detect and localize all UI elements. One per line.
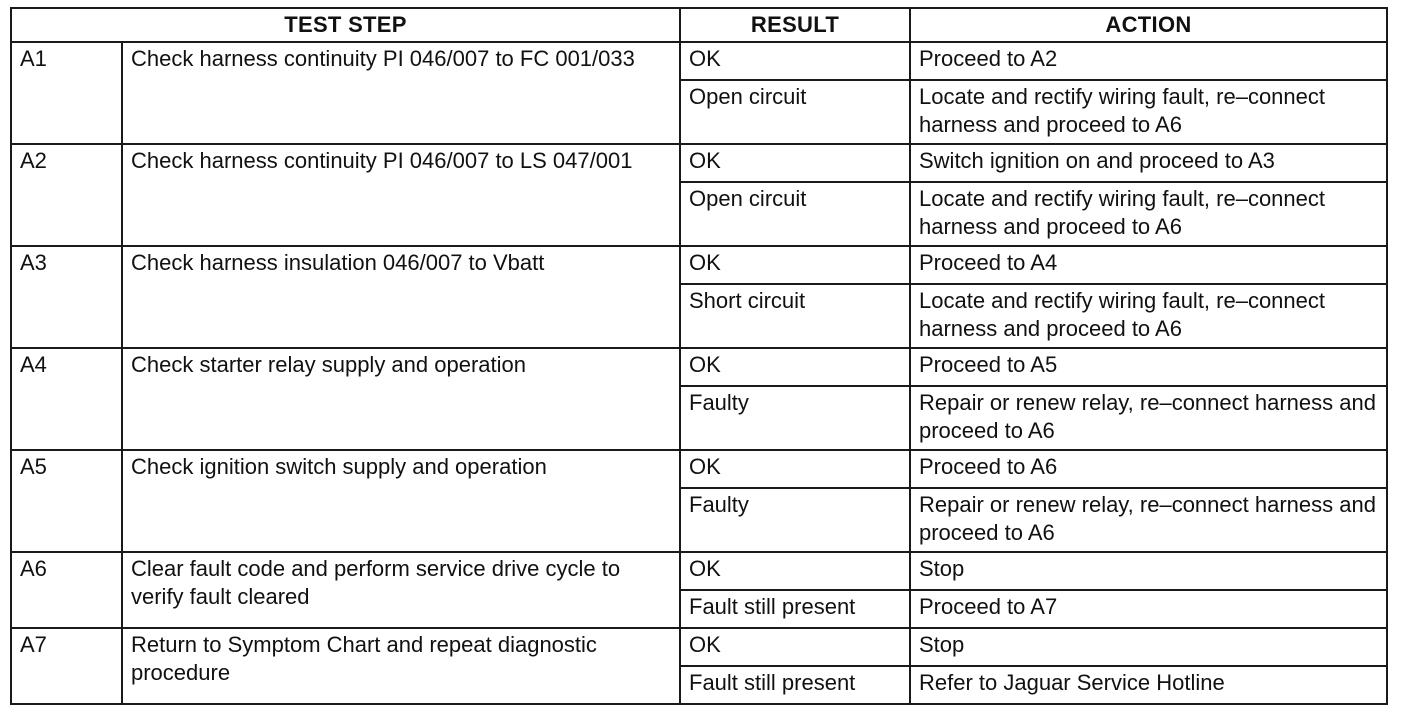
step-action: Repair or renew relay, re–connect harness and proceed to A6 — [910, 386, 1387, 450]
step-action: Locate and rectify wiring fault, re–connect harness and proceed to A6 — [910, 80, 1387, 144]
step-description: Check harness insulation 046/007 to Vbatt — [122, 246, 680, 348]
step-result: OK — [680, 348, 910, 386]
step-result: Open circuit — [680, 182, 910, 246]
step-result: OK — [680, 42, 910, 80]
step-id: A4 — [11, 348, 122, 450]
step-result: OK — [680, 144, 910, 182]
step-description: Check harness continuity PI 046/007 to LS 047/001 — [122, 144, 680, 246]
step-id: A7 — [11, 628, 122, 704]
step-description: Check ignition switch supply and operation — [122, 450, 680, 552]
step-result: Fault still present — [680, 590, 910, 628]
step-action: Proceed to A2 — [910, 42, 1387, 80]
header-action: ACTION — [910, 8, 1387, 42]
step-id: A6 — [11, 552, 122, 628]
step-result: Fault still present — [680, 666, 910, 704]
step-result: Faulty — [680, 488, 910, 552]
step-description: Check harness continuity PI 046/007 to FC 001/033 — [122, 42, 680, 144]
step-result: OK — [680, 628, 910, 666]
table-row — [11, 42, 1387, 80]
step-result: OK — [680, 552, 910, 590]
step-action: Proceed to A5 — [910, 348, 1387, 386]
step-id: A2 — [11, 144, 122, 246]
step-action: Proceed to A6 — [910, 450, 1387, 488]
table-row — [11, 348, 1387, 386]
step-result: Open circuit — [680, 80, 910, 144]
step-id: A1 — [11, 42, 122, 144]
header-result: RESULT — [680, 8, 910, 42]
table-row — [11, 450, 1387, 488]
step-result: Short circuit — [680, 284, 910, 348]
step-description: Return to Symptom Chart and repeat diagnostic procedure — [122, 628, 680, 704]
step-action: Refer to Jaguar Service Hotline — [910, 666, 1387, 704]
header-test-step: TEST STEP — [11, 8, 680, 42]
step-action: Locate and rectify wiring fault, re–connect harness and proceed to A6 — [910, 284, 1387, 348]
table-row — [11, 552, 1387, 590]
step-description: Clear fault code and perform service drive cycle to verify fault cleared — [122, 552, 680, 628]
step-result: OK — [680, 450, 910, 488]
step-id: A5 — [11, 450, 122, 552]
step-action: Locate and rectify wiring fault, re–connect harness and proceed to A6 — [910, 182, 1387, 246]
diagnostic-table — [10, 7, 1388, 705]
table-row — [11, 144, 1387, 182]
step-description: Check starter relay supply and operation — [122, 348, 680, 450]
step-result: Faulty — [680, 386, 910, 450]
step-action: Stop — [910, 552, 1387, 590]
step-action: Switch ignition on and proceed to A3 — [910, 144, 1387, 182]
step-action: Proceed to A7 — [910, 590, 1387, 628]
step-action: Stop — [910, 628, 1387, 666]
table-body — [11, 42, 1387, 704]
table-row — [11, 246, 1387, 284]
step-action: Proceed to A4 — [910, 246, 1387, 284]
table-header-row — [11, 8, 1387, 42]
step-id: A3 — [11, 246, 122, 348]
table-row — [11, 628, 1387, 666]
step-result: OK — [680, 246, 910, 284]
step-action: Repair or renew relay, re–connect harness and proceed to A6 — [910, 488, 1387, 552]
